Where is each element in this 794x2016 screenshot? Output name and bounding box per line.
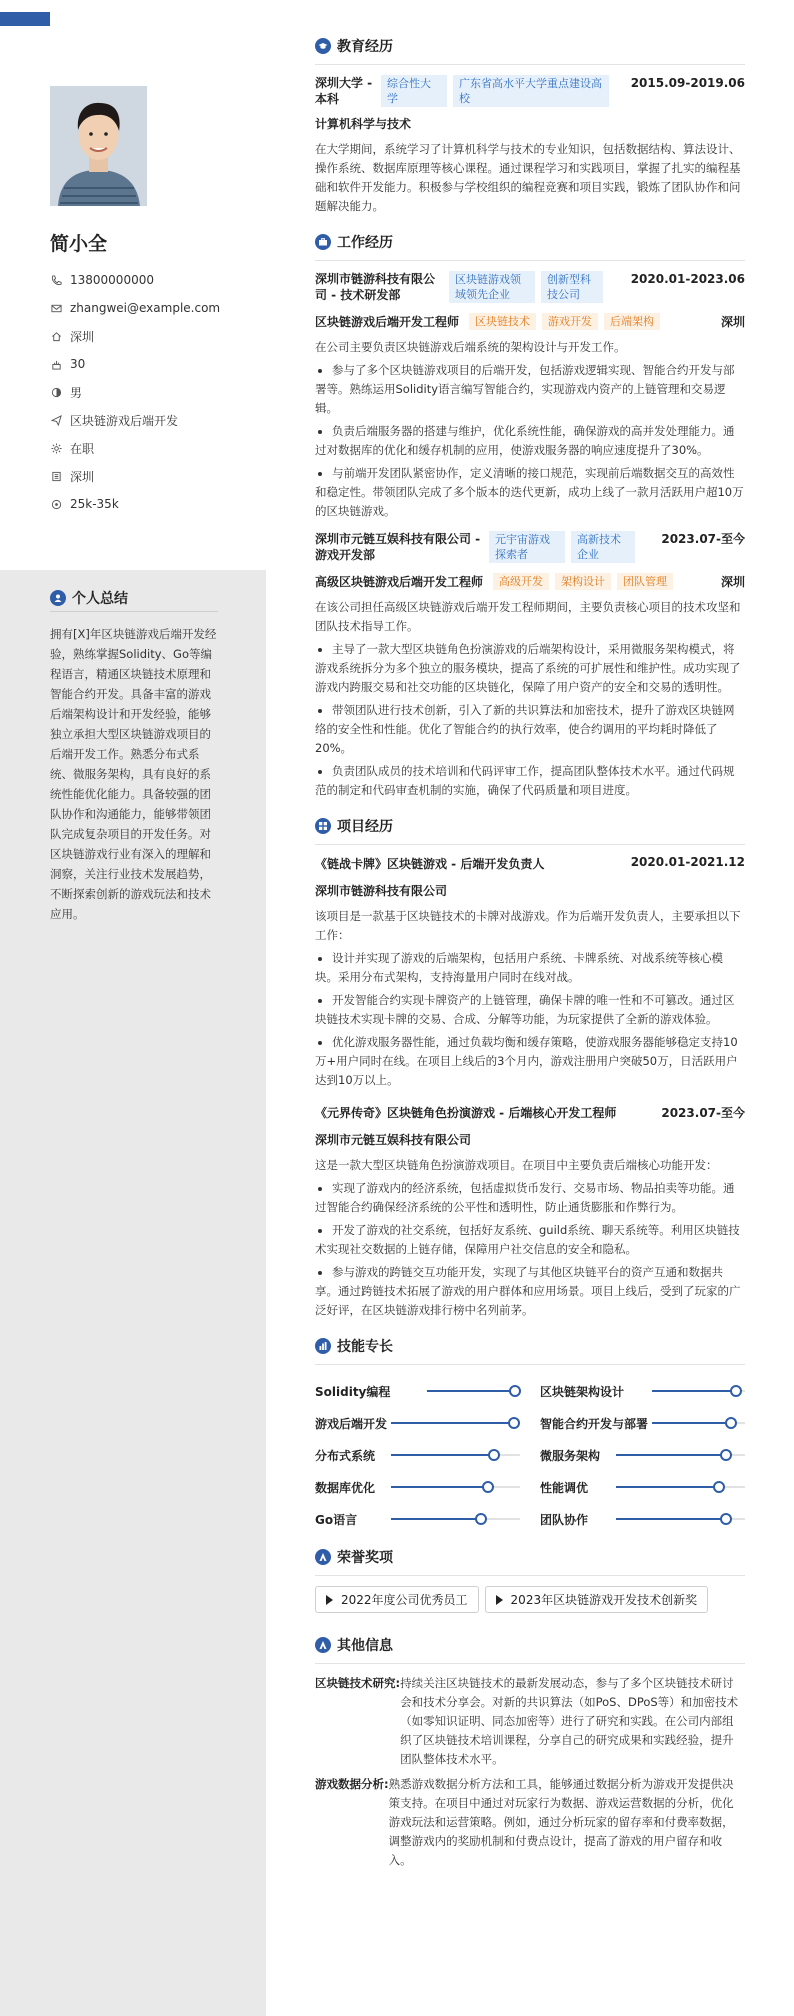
honor-item bbox=[315, 1586, 479, 1613]
money-icon bbox=[50, 498, 62, 510]
info-phone-value: 13800000000 bbox=[70, 273, 154, 287]
skill-label: 智能合约开发与部署 bbox=[540, 1416, 649, 1431]
info-position-value: 区块链游戏后端开发 bbox=[70, 413, 179, 428]
work-role-row bbox=[315, 313, 745, 330]
work-company-row bbox=[315, 531, 745, 563]
skill-level-fill bbox=[391, 1486, 488, 1488]
work-bullets bbox=[315, 361, 745, 521]
education-major: 计算机科学与技术 bbox=[315, 117, 412, 131]
skill-level-knob bbox=[508, 1417, 520, 1429]
other-value: 持续关注区块链技术的最新发展动态，参与了多个区块链技术研讨会和技术分享会。对新的共识算法（如PoS、DPoS等）和加密技术（如零知识证明、同态加密等）进行了研究和实践。在公司内部组织了区块链技术培训课程，分享自己的研究成果和实践经验，提升团队整体技术水平。 bbox=[400, 1676, 739, 1766]
skill-level-fill bbox=[652, 1422, 731, 1424]
summary-text: 拥有[X]年区块链游戏后端开发经验，熟练掌握Solidity、Go等编程语言，精通区块链技术原理和智能合约开发。具备丰富的游戏后端架构设计和开发经验，能够独立承担大型区块链游戏项目的后端开发工作。熟悉分布式系统、微服务架构，具有良好的系统性能优化能力。具备较强的团队协作和沟通能力，能够带领团队完成复杂项目的开发任务。对区块链游戏行业有深入的理解和洞察，关注行业技术发展趋势，不断探索创新的游戏玩法和技术应用。 bbox=[50, 627, 217, 921]
skill-level-track bbox=[652, 1390, 745, 1392]
skill-level-track bbox=[616, 1454, 745, 1456]
info-email bbox=[50, 294, 260, 322]
skill-level-fill bbox=[391, 1454, 494, 1456]
education-tag: 广东省高水平大学重点建设高校 bbox=[453, 75, 609, 107]
skill-level-track bbox=[391, 1454, 520, 1456]
award-icon bbox=[315, 1549, 331, 1565]
projects-title: 项目经历 bbox=[337, 819, 393, 835]
work-city: 深圳 bbox=[720, 315, 745, 329]
skill-label: Go语言 bbox=[315, 1512, 358, 1527]
project-name-row bbox=[315, 855, 745, 872]
cake-icon bbox=[50, 358, 62, 370]
work-title: 工作经历 bbox=[337, 235, 393, 251]
skill-level-fill bbox=[616, 1486, 719, 1488]
skill-level-track bbox=[616, 1486, 745, 1488]
play-icon bbox=[326, 1595, 333, 1605]
projects-heading bbox=[315, 816, 745, 845]
summary-divider bbox=[50, 611, 218, 612]
education-heading bbox=[315, 36, 745, 65]
info-status-value: 在职 bbox=[70, 441, 95, 456]
skill-level-fill bbox=[616, 1518, 726, 1520]
skill-level-track bbox=[616, 1518, 745, 1520]
work-skill-tag: 游戏开发 bbox=[542, 313, 598, 330]
education-date: 2015.09-2019.06 bbox=[630, 76, 745, 90]
skill-item bbox=[540, 1439, 745, 1471]
honor-item bbox=[485, 1586, 709, 1613]
skill-item bbox=[315, 1407, 520, 1439]
work-entry bbox=[315, 531, 745, 800]
list-item: 参与游戏的跨链交互功能开发，实现了与其他区块链平台的资产互通和数据共享。通过跨链技术拓展了游戏的用户群体和应用场景。项目上线后，受到了玩家的广泛好评，在区块链游戏排行榜中名列前茅。 bbox=[315, 1263, 745, 1320]
work-tag: 元宇宙游戏探索者 bbox=[489, 531, 565, 563]
education-tag: 综合性大学 bbox=[381, 75, 447, 107]
bar-chart-icon bbox=[315, 1338, 331, 1354]
work-heading bbox=[315, 232, 745, 261]
project-intro: 这是一款大型区块链角色扮演游戏项目。在项目中主要负责后端核心功能开发： bbox=[315, 1158, 718, 1172]
list-item: 与前端开发团队紧密协作，定义清晰的接口规范，实现前后端数据交互的高效性和稳定性。带领团队完成了多个版本的迭代更新，成功上线了一款月活跃用户超10万的区块链游戏。 bbox=[315, 464, 745, 521]
list-item: 主导了一款大型区块链角色扮演游戏的后端架构设计，采用微服务架构模式，将游戏系统拆分为多个独立的服务模块，提高了系统的可扩展性和维护性。成功实现了游戏内跨服交易和社交功能的区块链化，保障了用户资产的安全和交易的透明性。 bbox=[315, 640, 745, 697]
list-item: 参与了多个区块链游戏项目的后端开发，包括游戏逻辑实现、智能合约开发与部署等。熟练运用Solidity语言编写智能合约，实现游戏内资产的上链管理和交易逻辑。 bbox=[315, 361, 745, 418]
info-email-value: zhangwei@example.com bbox=[70, 301, 221, 315]
info-home bbox=[50, 322, 260, 350]
skill-item bbox=[315, 1375, 520, 1407]
skills-heading bbox=[315, 1336, 745, 1365]
work-tag: 创新型科技公司 bbox=[541, 271, 603, 303]
mail-icon bbox=[50, 302, 62, 314]
honor-label: 2022年度公司优秀员工 bbox=[341, 1593, 468, 1607]
info-salary-value: 25k-35k bbox=[70, 497, 119, 511]
list-item: 开发智能合约实现卡牌资产的上链管理，确保卡牌的唯一性和不可篡改。通过区块链技术实现卡牌的交易、合成、分解等功能，为玩家提供了全新的游戏体验。 bbox=[315, 991, 745, 1029]
info-position bbox=[50, 406, 260, 434]
project-name-row bbox=[315, 1104, 745, 1121]
send-icon bbox=[50, 414, 62, 426]
work-company-row bbox=[315, 271, 745, 303]
info-location bbox=[50, 462, 260, 490]
main-content bbox=[315, 36, 745, 1876]
work-role: 区块链游戏后端开发工程师 bbox=[315, 315, 460, 329]
work-role-row bbox=[315, 573, 745, 590]
info-gender bbox=[50, 378, 260, 406]
work-company: 深圳市链游科技有限公司 - 技术研发部 bbox=[315, 272, 436, 302]
skill-item bbox=[540, 1375, 745, 1407]
skill-item bbox=[315, 1439, 520, 1471]
skill-label: Solidity编程 bbox=[315, 1384, 391, 1399]
info-age bbox=[50, 350, 260, 378]
project-date: 2023.07-至今 bbox=[661, 1106, 745, 1120]
list-item: 带领团队进行技术创新，引入了新的共识算法和加密技术，提升了游戏区块链网络的安全性和性能。优化了智能合约的执行效率，使合约调用的平均耗时降低了20%。 bbox=[315, 701, 745, 758]
other-heading bbox=[315, 1635, 745, 1664]
work-tag: 区块链游戏领域领先企业 bbox=[449, 271, 535, 303]
status-icon bbox=[50, 442, 62, 454]
avatar bbox=[50, 86, 147, 206]
summary-heading bbox=[50, 588, 128, 608]
phone-icon bbox=[50, 274, 62, 286]
skill-level-knob bbox=[720, 1513, 732, 1525]
skill-item bbox=[540, 1471, 745, 1503]
work-skill-tag: 架构设计 bbox=[555, 573, 611, 590]
skill-level-track bbox=[652, 1422, 745, 1424]
skills-grid bbox=[315, 1375, 745, 1535]
work-intro: 在公司主要负责区块链游戏后端系统的架构设计与开发工作。 bbox=[315, 340, 626, 354]
location-icon bbox=[50, 470, 62, 482]
work-skill-tag: 高级开发 bbox=[493, 573, 549, 590]
skill-level-fill bbox=[616, 1454, 726, 1456]
skill-level-knob bbox=[488, 1449, 500, 1461]
project-entry bbox=[315, 1104, 745, 1320]
skill-level-knob bbox=[725, 1417, 737, 1429]
project-company: 深圳市元链互娱科技有限公司 bbox=[315, 1133, 472, 1147]
info-home-value: 深圳 bbox=[70, 329, 95, 344]
skill-level-track bbox=[391, 1422, 520, 1424]
work-entry bbox=[315, 271, 745, 521]
work-role: 高级区块链游戏后端开发工程师 bbox=[315, 575, 484, 589]
list-item: 实现了游戏内的经济系统，包括虚拟货币发行、交易市场、物品拍卖等功能。通过智能合约确保经济系统的公平性和透明性，防止通货膨胀和作弊行为。 bbox=[315, 1179, 745, 1217]
work-skill-tag: 区块链技术 bbox=[469, 313, 536, 330]
skill-label: 数据库优化 bbox=[315, 1480, 376, 1495]
skill-level-track bbox=[427, 1390, 520, 1392]
list-item: 优化游戏服务器性能，通过负载均衡和缓存策略，使游戏服务器能够稳定支持10万+用户同时在线。在项目上线后的3个月内，游戏注册用户突破50万，日活跃用户达到10万以上。 bbox=[315, 1033, 745, 1090]
skill-item bbox=[315, 1503, 520, 1535]
skill-label: 游戏后端开发 bbox=[315, 1416, 388, 1431]
info-salary bbox=[50, 490, 260, 518]
skill-level-fill bbox=[427, 1390, 515, 1392]
work-date: 2020.01-2023.06 bbox=[630, 272, 745, 286]
project-bullets bbox=[315, 949, 745, 1090]
project-name: 《元界传奇》区块链角色扮演游戏 - 后端核心开发工程师 bbox=[315, 1106, 617, 1120]
education-row bbox=[315, 75, 745, 107]
work-intro: 在该公司担任高级区块链游戏后端开发工程师期间，主要负责核心项目的技术攻坚和团队技术指导工作。 bbox=[315, 600, 741, 633]
info-status bbox=[50, 434, 260, 462]
skill-item bbox=[540, 1503, 745, 1535]
skill-label: 区块链架构设计 bbox=[540, 1384, 625, 1399]
skill-label: 团队协作 bbox=[540, 1512, 589, 1527]
other-value: 熟悉游戏数据分析方法和工具，能够通过数据分析为游戏开发提供决策支持。在项目中通过对玩家行为数据、游戏运营数据的分析，优化游戏玩法和运营策略。例如，通过分析玩家的留存率和付费率数据，调整游戏内的奖励机制和付费点设计，提高了游戏的用户留存和收入。 bbox=[388, 1777, 734, 1867]
work-skill-tag: 后端架构 bbox=[604, 313, 660, 330]
info-gender-value: 男 bbox=[70, 385, 83, 400]
skill-item bbox=[315, 1471, 520, 1503]
other-item bbox=[315, 1775, 745, 1870]
user-icon bbox=[50, 590, 66, 606]
list-item: 负责团队成员的技术培训和代码评审工作，提高团队整体技术水平。通过代码规范的制定和代码审查机制的实施，确保了代码质量和项目进度。 bbox=[315, 762, 745, 800]
work-bullets bbox=[315, 640, 745, 800]
skill-label: 微服务架构 bbox=[540, 1448, 601, 1463]
education-school: 深圳大学 - 本科 bbox=[315, 76, 373, 106]
info-age-value: 30 bbox=[70, 357, 86, 371]
work-date: 2023.07-至今 bbox=[661, 532, 745, 546]
grid-icon bbox=[315, 818, 331, 834]
project-entry bbox=[315, 855, 745, 1090]
info-phone bbox=[50, 266, 260, 294]
summary-title: 个人总结 bbox=[72, 591, 128, 607]
list-item: 负责后端服务器的搭建与维护，优化系统性能，确保游戏的高并发处理能力。通过对数据库的优化和缓存机制的应用，使游戏服务器的响应速度提升了30%。 bbox=[315, 422, 745, 460]
project-intro: 该项目是一款基于区块链技术的卡牌对战游戏。作为后端开发负责人，主要承担以下工作： bbox=[315, 909, 741, 942]
project-bullets bbox=[315, 1179, 745, 1320]
other-key: 区块链技术研究: bbox=[315, 1676, 401, 1690]
info-icon bbox=[315, 1637, 331, 1653]
project-company: 深圳市链游科技有限公司 bbox=[315, 884, 448, 898]
skill-level-knob bbox=[713, 1481, 725, 1493]
graduation-cap-icon bbox=[315, 38, 331, 54]
other-item bbox=[315, 1674, 745, 1769]
home-icon bbox=[50, 330, 62, 342]
education-title: 教育经历 bbox=[337, 39, 393, 55]
education-desc: 在大学期间，系统学习了计算机科学与技术的专业知识，包括数据结构、算法设计、操作系统、数据库原理等核心课程。通过课程学习和实践项目，掌握了扎实的编程基础和软件开发能力。积极参与学校组织的编程竞赛和项目实践，锻炼了团队协作和问题解决能力。 bbox=[315, 142, 741, 213]
other-title: 其他信息 bbox=[337, 1638, 393, 1654]
play-icon bbox=[496, 1595, 503, 1605]
honors-title: 荣誉奖项 bbox=[337, 1550, 393, 1566]
work-company: 深圳市元链互娱科技有限公司 - 游戏开发部 bbox=[315, 532, 481, 562]
skill-level-knob bbox=[482, 1481, 494, 1493]
skill-label: 性能调优 bbox=[540, 1480, 589, 1495]
honors-list bbox=[315, 1586, 745, 1613]
skill-level-fill bbox=[391, 1422, 514, 1424]
work-tag: 高新技术企业 bbox=[571, 531, 635, 563]
skill-level-knob bbox=[720, 1449, 732, 1461]
skill-level-knob bbox=[509, 1385, 521, 1397]
project-name: 《链战卡牌》区块链游戏 - 后端开发负责人 bbox=[315, 857, 545, 871]
skill-item bbox=[540, 1407, 745, 1439]
skill-level-knob bbox=[730, 1385, 742, 1397]
list-item: 开发了游戏的社交系统，包括好友系统、guild系统、聊天系统等。利用区块链技术实现社交数据的上链存储，保障用户社交信息的安全和隐私。 bbox=[315, 1221, 745, 1259]
project-date: 2020.01-2021.12 bbox=[630, 855, 745, 869]
skill-level-fill bbox=[652, 1390, 736, 1392]
skill-label: 分布式系统 bbox=[315, 1448, 376, 1463]
skill-level-track bbox=[391, 1518, 520, 1520]
honor-label: 2023年区块链游戏开发技术创新奖 bbox=[510, 1593, 698, 1607]
gender-icon bbox=[50, 386, 62, 398]
contact-info bbox=[50, 266, 260, 518]
accent-bar bbox=[0, 12, 50, 26]
list-item: 设计并实现了游戏的后端架构，包括用户系统、卡牌系统、对战系统等核心模块。采用分布式架构，支持海量用户同时在线对战。 bbox=[315, 949, 745, 987]
skills-title: 技能专长 bbox=[337, 1339, 393, 1355]
skill-level-track bbox=[391, 1486, 520, 1488]
work-skill-tag: 团队管理 bbox=[617, 573, 673, 590]
briefcase-icon bbox=[315, 234, 331, 250]
skill-level-knob bbox=[475, 1513, 487, 1525]
skill-level-fill bbox=[391, 1518, 481, 1520]
other-key: 游戏数据分析: bbox=[315, 1777, 389, 1791]
candidate-name: 简小全 bbox=[50, 233, 108, 255]
work-city: 深圳 bbox=[720, 575, 745, 589]
honors-heading bbox=[315, 1547, 745, 1576]
info-location-value: 深圳 bbox=[70, 469, 95, 484]
